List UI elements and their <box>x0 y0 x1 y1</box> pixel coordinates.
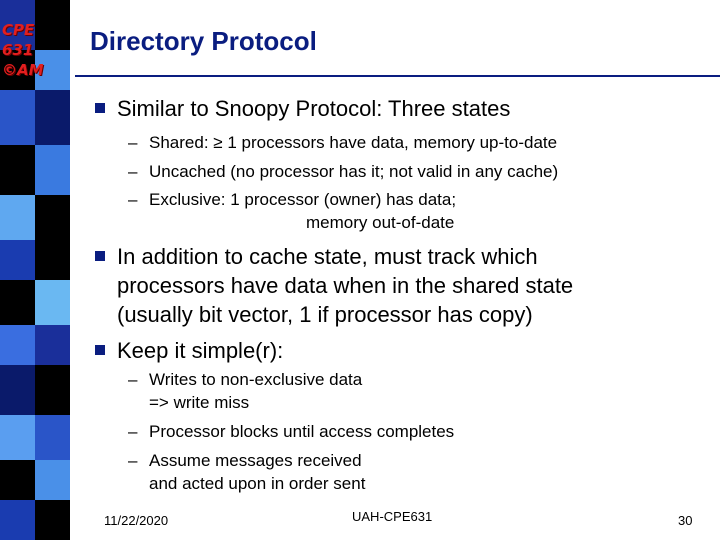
sub-item: Uncached (no processor has it; not valid in any cache) <box>149 162 559 181</box>
strip-block <box>35 460 70 500</box>
bullet-marker <box>95 251 105 261</box>
sub-item: Writes to non-exclusive data <box>149 370 363 389</box>
page-number: 30 <box>678 513 693 528</box>
strip-block <box>35 415 70 460</box>
bullet-text-line: In addition to cache state, must track which <box>117 244 538 269</box>
sub-item-continuation: => write miss <box>149 393 250 412</box>
strip-block <box>0 500 35 540</box>
strip-block <box>0 280 35 325</box>
bullet-text: Similar to Snoopy Protocol: Three states <box>117 96 511 121</box>
strip-block <box>0 90 35 145</box>
strip-block <box>0 240 35 280</box>
footer-date: 11/22/2020 <box>104 513 169 528</box>
strip-block <box>0 195 35 240</box>
strip-block <box>35 500 70 540</box>
footer-center: UAH-CPE631 <box>352 509 433 524</box>
strip-block <box>0 145 35 195</box>
sub-item: Assume messages received <box>149 451 362 470</box>
dash-marker: – <box>128 370 138 389</box>
sub-item-continuation: memory out-of-date <box>306 213 455 232</box>
bullet-text: Keep it simple(r): <box>117 338 284 363</box>
strip-block <box>35 90 70 145</box>
sub-item-continuation: and acted upon in order sent <box>149 474 366 493</box>
strip-block <box>35 195 70 240</box>
title-divider <box>75 75 720 77</box>
strip-block <box>0 325 35 365</box>
strip-block <box>0 415 35 460</box>
strip-block <box>35 325 70 365</box>
dash-marker: – <box>128 162 138 181</box>
sub-item: Shared: ≥ 1 processors have data, memory up-to-date <box>149 133 558 152</box>
strip-block <box>0 365 35 415</box>
strip-block <box>35 280 70 325</box>
logo-line-2: 631 <box>2 41 34 59</box>
dash-marker: – <box>128 422 138 441</box>
dash-marker: – <box>128 133 138 152</box>
logo-line-1: CPE <box>2 21 35 39</box>
bullet-text-line: (usually bit vector, 1 if processor has copy) <box>117 302 533 327</box>
course-logo <box>0 20 72 80</box>
bullet-marker <box>95 103 105 113</box>
strip-block <box>0 460 35 500</box>
strip-block <box>35 365 70 415</box>
dash-marker: – <box>128 451 138 470</box>
decorative-side-strip <box>0 0 70 540</box>
strip-block <box>35 145 70 195</box>
bullet-marker <box>95 345 105 355</box>
bullet-text-line: processors have data when in the shared state <box>117 273 574 298</box>
slide-title: Directory Protocol <box>90 26 317 56</box>
sub-item: Exclusive: 1 processor (owner) has data; <box>149 190 457 209</box>
dash-marker: – <box>128 190 138 209</box>
strip-block <box>35 240 70 280</box>
sub-item: Processor blocks until access completes <box>149 422 455 441</box>
logo-line-3: ©AM <box>2 61 44 79</box>
